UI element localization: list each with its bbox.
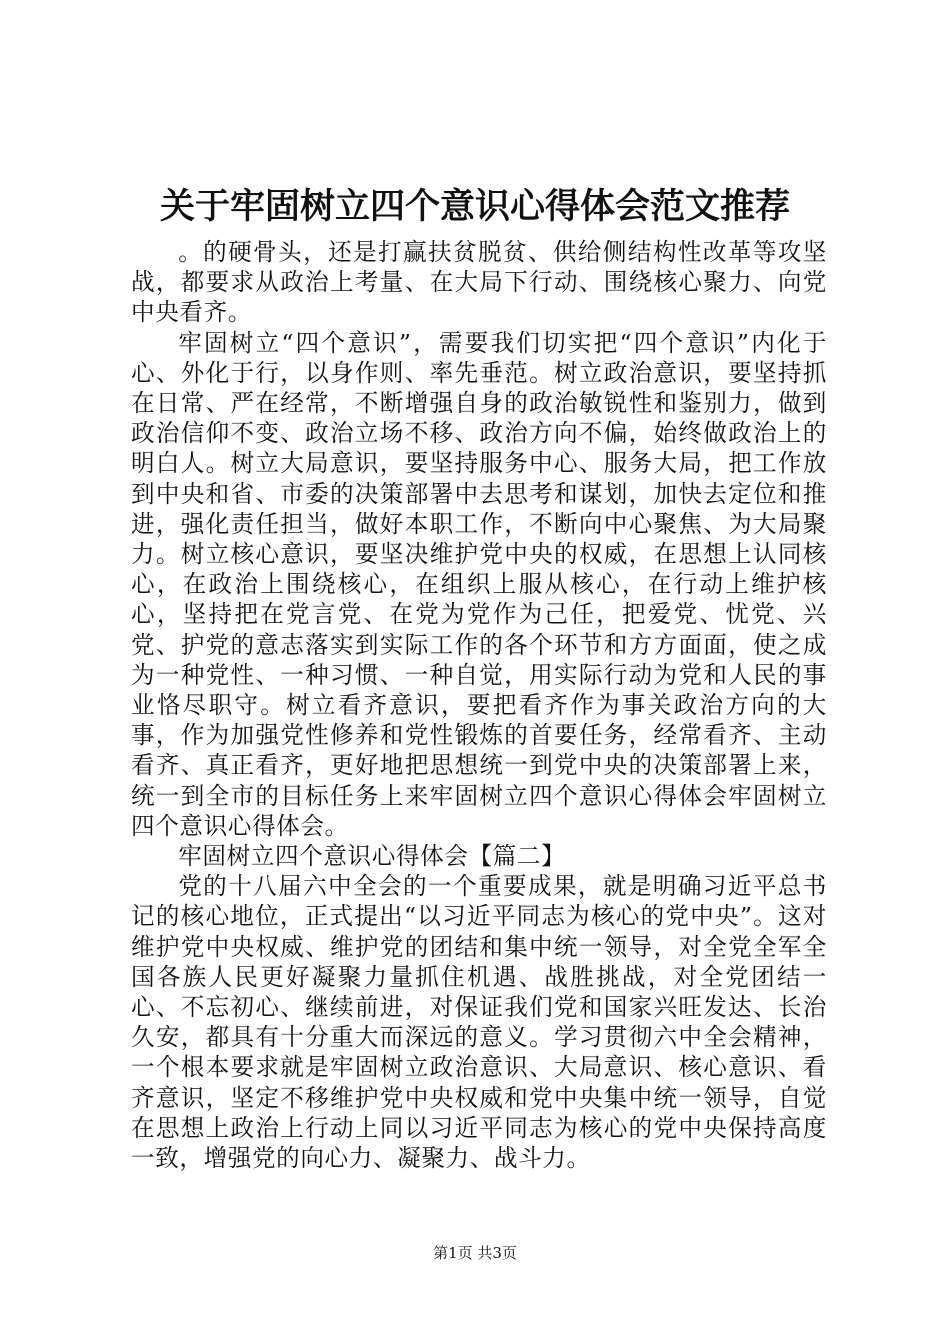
paragraph: 党的十八届六中全会的一个重要成果，就是明确习近平总书记的核心地位，正式提出“以习近平同志为核心的党中央”。这对维护党中央权威、维护党的团结和集中统一领导，对全党全军全国各族人民更好凝聚力量抓住机遇、战胜挑战，对全党团结一心、不忘初心、继续前进，对保证我们党和国家兴旺发达、长治久安，都具有十分重大而深远的意义。学习贯彻六中全会精神，一个根本要求就是牢固树立政治意识、大局意识、核心意识、看齐意识，坚定不移维护党中央权威和党中央集中统一领导，自觉在思想上政治上行动上同以习近平同志为核心的党中央保持高度一致，增强党的向心力、凝聚力、战斗力。 xyxy=(131,872,827,1173)
paragraph: 牢固树立“四个意识”，需要我们切实把“四个意识”内化于心、外化于行，以身作则、率先垂范。树立政治意识，要坚持抓在日常、严在经常，不断增强自身的政治敏锐性和鉴别力，做到政治信仰不变、政治立场不移、政治方向不偏，始终做政治上的明白人。树立大局意识，要坚持服务中心、服务大局，把工作放到中央和省、市委的决策部署中去思考和谋划，加快去定位和推进，强化责任担当，做好本职工作，不断向中心聚焦、为大局聚力。树立核心意识，要坚决维护党中央的权威，在思想上认同核心，在政治上围绕核心，在组织上服从核心，在行动上维护核心，坚持把在党言党、在党为党作为己任，把爱党、忧党、兴党、护党的意志落实到实际工作的各个环节和方方面面，使之成为一种党性、一种习惯、一种自觉，用实际行动为党和人民的事业恪尽职守。树立看齐意识，要把看齐作为事关政治方向的大事，作为加强党性修养和党性锻炼的首要任务，经常看齐、主动看齐、真正看齐，更好地把思想统一到党中央的决策部署上来，统一到全市的目标任务上来牢固树立四个意识心得体会牢固树立四个意识心得体会。 xyxy=(131,328,827,840)
section-heading: 牢固树立四个意识心得体会【篇二】 xyxy=(178,842,566,871)
document-title: 关于牢固树立四个意识心得体会范文推荐 xyxy=(159,186,790,227)
paragraph: 。的硬骨头，还是打赢扶贫脱贫、供给侧结构性改革等攻坚战，都要求从政治上考量、在大局下行动、围绕核心聚力、向党中央看齐。 xyxy=(131,238,827,327)
page-number-footer: 第1页 共3页 xyxy=(433,1244,517,1262)
document-body xyxy=(131,237,827,1173)
